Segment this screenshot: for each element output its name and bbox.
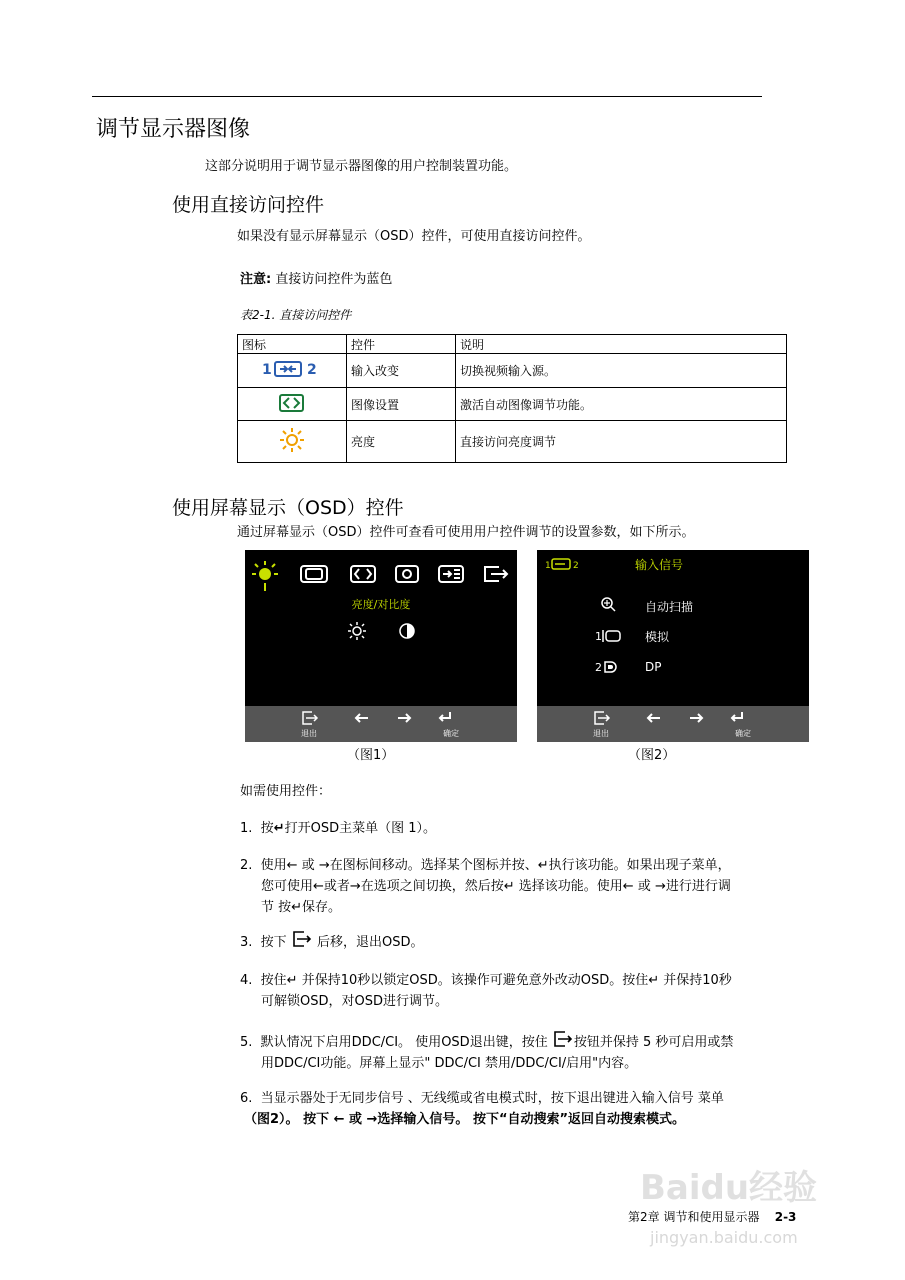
step-3: 3. 按下 后移，退出OSD。 [240, 930, 423, 953]
contrast-icon [400, 624, 414, 638]
osd-main-menu-icons [251, 558, 513, 592]
step-6: 6. 当显示器处于无同步信号 、无线缆或省电模式时，按下退出键进入输入信号 菜单 （图2）。 按下 ← 或 →选择输入信号。 按下“自动搜索”返回自动搜索模式。 [240, 1091, 724, 1127]
section-intro: 这部分说明用于调节显示器图像的用户控制装置功能。 [205, 159, 518, 174]
input-change-icon [238, 354, 347, 388]
right-arrow-icon [398, 714, 410, 722]
step-1: 1. 按↵打开OSD主菜单（图 1）。 [240, 821, 436, 836]
exit-icon [595, 712, 609, 724]
right-arrow-icon [690, 714, 702, 722]
usage-intro: 如需使用控件： [240, 784, 332, 799]
osd-item-dp: DP [645, 660, 662, 674]
table-row [238, 388, 787, 421]
figure-1-caption: （图1） [347, 748, 395, 763]
osd-submenu-title: 亮度/对比度 [351, 598, 411, 611]
direct-title: 使用直接访问控件 [172, 194, 325, 216]
osd-figure-2 [537, 550, 809, 742]
svg-text:2: 2 [573, 561, 579, 571]
svg-text:2: 2 [307, 362, 317, 378]
osd-confirm-label: 确定 [735, 729, 751, 738]
osd-bottom-bar [537, 706, 809, 742]
osd-input-title: 输入信号 [635, 558, 684, 572]
table-row [238, 354, 787, 388]
table-cell-control: 输入改变 [347, 354, 456, 388]
svg-text:2: 2 [595, 661, 602, 674]
direct-desc: 如果没有显示屏幕显示（OSD）控件，可使用直接访问控件。 [237, 229, 591, 244]
osd-confirm-label: 确定 [443, 729, 459, 738]
table-header-icon: 图标 [238, 335, 347, 354]
note [240, 268, 392, 287]
footer [628, 1208, 796, 1225]
direct-access-table [237, 334, 787, 463]
table-header-row [238, 335, 787, 354]
step-4: 4. 按住↵ 并保持10秒以锁定OSD。该操作可避免意外改动OSD。按住↵ 并保持10秒 可解锁OSD，对OSD进行调节。 [240, 973, 732, 1009]
figure-2-caption: （图2） [628, 748, 676, 763]
input-change-icon [545, 557, 587, 571]
analog-input-icon [595, 628, 625, 644]
exit-icon [303, 712, 317, 724]
table-row [238, 421, 787, 463]
step-5: 5. 默认情况下启用DDC/CI。 使用OSD退出键，按住 按钮并保持 5 秒可启用或禁 用DDC/CI功能。屏幕上显示" DDC/CI 禁用/DDC/CI/启用"内容。 [240, 1030, 733, 1074]
step-2: 2. 使用← 或 →在图标间移动。选择某个图标并按、↵执行该功能。如果出现子菜单， 您可使用←或者→在选项之间切换，然后按↵ 选择该功能。使用← 或 →进行进行调 节 按↵保存。 [240, 858, 731, 915]
table-cell-desc: 激活自动图像调节功能。 [456, 388, 787, 421]
osd-exit-label: 退出 [593, 729, 609, 738]
watermark-url: jingyan.baidu.com [650, 1228, 798, 1247]
left-arrow-icon [648, 714, 660, 722]
osd-bottom-bar [245, 706, 517, 742]
table-cell-desc: 切换视频输入源。 [456, 354, 787, 388]
dp-input-icon [595, 659, 625, 675]
table-cell-control: 图像设置 [347, 388, 456, 421]
exit-icon [552, 1030, 574, 1048]
table-cell-control: 亮度 [347, 421, 456, 463]
table-header-desc: 说明 [456, 335, 787, 354]
enter-icon: ↵ [273, 821, 285, 836]
image-setup-icon [238, 388, 347, 421]
exit-icon [485, 567, 507, 581]
footer-chapter: 第2章 调节和使用显示器 [628, 1210, 760, 1224]
osd-desc: 通过屏幕显示（OSD）控件可查看可使用用户控件调节的设置参数，如下所示。 [237, 525, 695, 540]
svg-text:1: 1 [262, 362, 272, 378]
table-header-control: 控件 [347, 335, 456, 354]
osd-item-analog: 模拟 [645, 630, 670, 644]
zoom-icon [599, 596, 621, 612]
note-label: 注意: [240, 272, 272, 287]
brightness-icon [348, 622, 366, 640]
enter-icon [440, 712, 450, 721]
table-caption: 表2-1. 直接访问控件 [240, 308, 352, 322]
enter-icon [732, 712, 742, 721]
watermark-brand: Baidu经验 [640, 1168, 818, 1208]
svg-text:1: 1 [595, 630, 602, 643]
section-title: 调节显示器图像 [96, 117, 251, 142]
osd-item-auto-scan: 自动扫描 [645, 600, 694, 614]
table-cell-desc: 直接访问亮度调节 [456, 421, 787, 463]
note-text: 直接访问控件为蓝色 [275, 272, 393, 287]
osd-title: 使用屏幕显示（OSD）控件 [172, 497, 404, 519]
top-rule [92, 96, 762, 97]
options-icon [396, 566, 418, 582]
osd-submenu-icons [345, 620, 425, 642]
osd-exit-label: 退出 [301, 729, 317, 738]
svg-text:1: 1 [545, 561, 551, 571]
exit-icon [291, 930, 313, 948]
brightness-icon [252, 561, 278, 591]
osd-figure-1 [245, 550, 517, 742]
footer-page: 2-3 [774, 1210, 797, 1224]
left-arrow-icon [356, 714, 368, 722]
brightness-icon [238, 421, 347, 463]
